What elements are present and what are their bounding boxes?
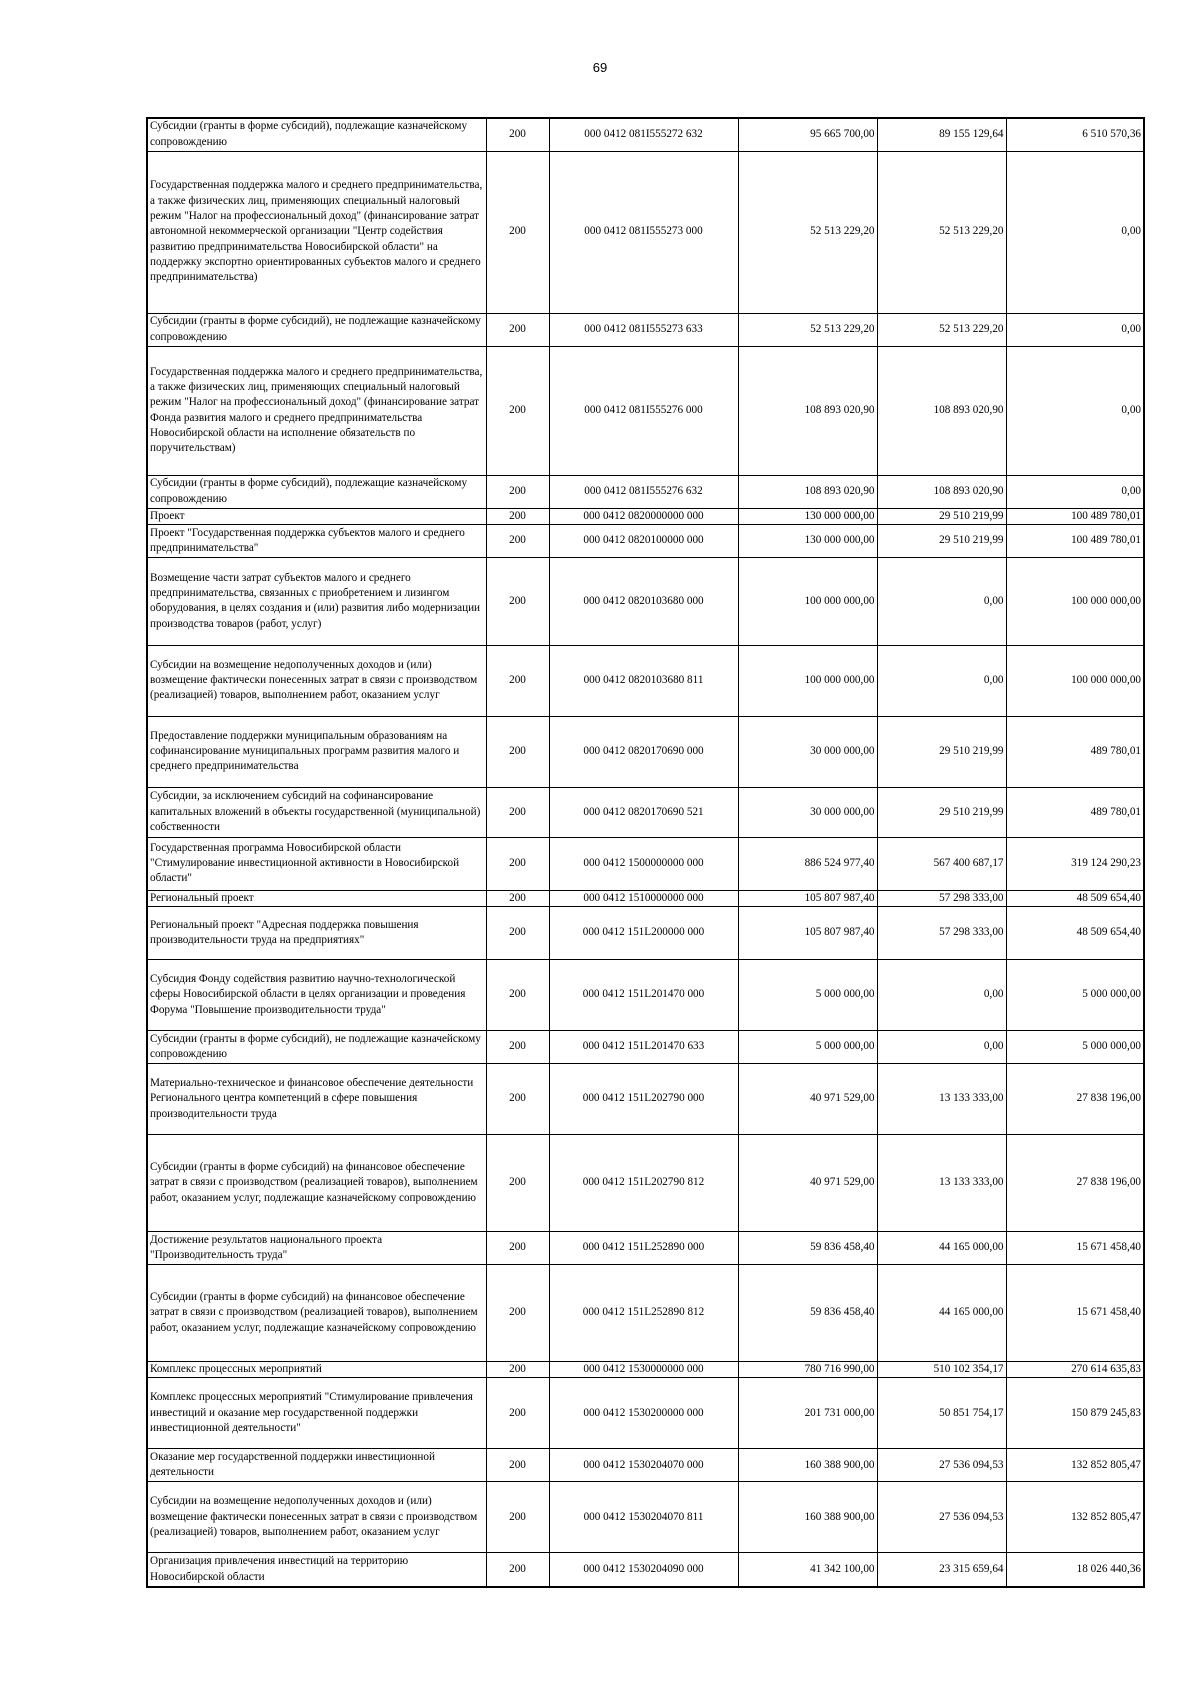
row-unexecuted-amount: 0,00 [1006,151,1144,313]
row-classification-code: 000 0412 081I555272 632 [549,118,738,151]
row-unexecuted-amount: 100 489 780,01 [1006,524,1144,557]
row-executed-amount: 50 851 754,17 [877,1378,1006,1449]
row-unexecuted-amount: 132 852 805,47 [1006,1449,1144,1482]
row-name: Региональный проект "Адресная поддержка повышения производительности труда на предприятиях" [147,907,486,960]
row-code: 200 [486,557,549,645]
row-approved-amount: 100 000 000,00 [738,557,877,645]
row-unexecuted-amount: 0,00 [1006,475,1144,508]
row-code: 200 [486,475,549,508]
row-approved-amount: 59 836 458,40 [738,1265,877,1362]
row-classification-code: 000 0412 1530000000 000 [549,1362,738,1378]
row-classification-code: 000 0412 1500000000 000 [549,837,738,890]
row-executed-amount: 57 298 333,00 [877,907,1006,960]
row-name: Организация привлечения инвестиций на территорию Новосибирской области [147,1553,486,1587]
row-approved-amount: 160 388 900,00 [738,1482,877,1553]
table-row [147,787,1144,837]
row-classification-code: 000 0412 1530204090 000 [549,1553,738,1587]
row-unexecuted-amount: 100 489 780,01 [1006,508,1144,524]
row-executed-amount: 27 536 094,53 [877,1449,1006,1482]
row-classification-code: 000 0412 081I555276 632 [549,475,738,508]
row-approved-amount: 105 807 987,40 [738,907,877,960]
row-approved-amount: 95 665 700,00 [738,118,877,151]
row-approved-amount: 108 893 020,90 [738,346,877,475]
row-approved-amount: 886 524 977,40 [738,837,877,890]
row-classification-code: 000 0412 0820103680 811 [549,645,738,716]
row-executed-amount: 0,00 [877,1031,1006,1064]
row-unexecuted-amount: 132 852 805,47 [1006,1482,1144,1553]
row-executed-amount: 108 893 020,90 [877,346,1006,475]
table-row [147,1031,1144,1064]
row-code: 200 [486,890,549,906]
row-name: Государственная поддержка малого и среднего предпринимательства, а также физических лиц, применяющих специальный налоговый режим "Налог на профессиональный доход" (финансирование затрат автономной некоммерческой организации "Центр содействия развитию предпринимательства Новосибирской области" на поддержку экспортно ориентированных субъектов малого и среднего предпринимательства) [147,151,486,313]
table-row [147,475,1144,508]
row-name: Оказание мер государственной поддержки инвестиционной деятельности [147,1449,486,1482]
table-row [147,960,1144,1031]
row-name: Проект [147,508,486,524]
row-executed-amount: 13 133 333,00 [877,1135,1006,1232]
row-approved-amount: 160 388 900,00 [738,1449,877,1482]
row-approved-amount: 201 731 000,00 [738,1378,877,1449]
row-approved-amount: 41 342 100,00 [738,1553,877,1587]
row-code: 200 [486,645,549,716]
row-executed-amount: 23 315 659,64 [877,1553,1006,1587]
row-executed-amount: 29 510 219,99 [877,524,1006,557]
table-row [147,1064,1144,1135]
row-code: 200 [486,1232,549,1265]
row-code: 200 [486,1449,549,1482]
table-row [147,118,1144,151]
table-row [147,716,1144,787]
row-classification-code: 000 0412 151L202790 812 [549,1135,738,1232]
row-unexecuted-amount: 5 000 000,00 [1006,960,1144,1031]
row-code: 200 [486,716,549,787]
table-row [147,508,1144,524]
row-name: Региональный проект [147,890,486,906]
table-row [147,313,1144,346]
row-code: 200 [486,960,549,1031]
row-classification-code: 000 0412 0820100000 000 [549,524,738,557]
row-name: Субсидия Фонду содействия развитию научно-технологической сферы Новосибирской области в целях организации и проведения Форума "Повышение производительности труда" [147,960,486,1031]
table-row [147,1362,1144,1378]
row-classification-code: 000 0412 0820000000 000 [549,508,738,524]
row-classification-code: 000 0412 081I555273 633 [549,313,738,346]
row-executed-amount: 13 133 333,00 [877,1064,1006,1135]
row-classification-code: 000 0412 151L252890 000 [549,1232,738,1265]
row-approved-amount: 5 000 000,00 [738,1031,877,1064]
row-executed-amount: 89 155 129,64 [877,118,1006,151]
row-unexecuted-amount: 15 671 458,40 [1006,1265,1144,1362]
row-classification-code: 000 0412 081I555276 000 [549,346,738,475]
row-executed-amount: 29 510 219,99 [877,787,1006,837]
row-unexecuted-amount: 0,00 [1006,313,1144,346]
row-classification-code: 000 0412 1530204070 811 [549,1482,738,1553]
row-name: Субсидии (гранты в форме субсидий) на финансовое обеспечение затрат в связи с производством (реализацией товаров), выполнением работ, оказанием услуг, подлежащие казначейскому сопровождению [147,1135,486,1232]
row-unexecuted-amount: 6 510 570,36 [1006,118,1144,151]
row-code: 200 [486,1031,549,1064]
row-classification-code: 000 0412 1510000000 000 [549,890,738,906]
row-name: Государственная программа Новосибирской области "Стимулирование инвестиционной активности в Новосибирской области" [147,837,486,890]
row-classification-code: 000 0412 151L201470 000 [549,960,738,1031]
row-name: Субсидии (гранты в форме субсидий), подлежащие казначейскому сопровождению [147,475,486,508]
row-executed-amount: 0,00 [877,557,1006,645]
table-row [147,524,1144,557]
row-name: Субсидии на возмещение недополученных доходов и (или) возмещение фактически понесенных затрат в связи с производством (реализацией) товаров, выполнением работ, оказанием услуг [147,1482,486,1553]
table-row [147,1378,1144,1449]
row-unexecuted-amount: 15 671 458,40 [1006,1232,1144,1265]
row-unexecuted-amount: 5 000 000,00 [1006,1031,1144,1064]
table-row [147,907,1144,960]
row-classification-code: 000 0412 081I555273 000 [549,151,738,313]
row-unexecuted-amount: 150 879 245,83 [1006,1378,1144,1449]
row-classification-code: 000 0412 151L202790 000 [549,1064,738,1135]
row-approved-amount: 780 716 990,00 [738,1362,877,1378]
row-executed-amount: 44 165 000,00 [877,1232,1006,1265]
row-executed-amount: 52 513 229,20 [877,313,1006,346]
row-unexecuted-amount: 489 780,01 [1006,716,1144,787]
row-name: Возмещение части затрат субъектов малого и среднего предпринимательства, связанных с приобретением и лизингом оборудования, в целях создания и (или) развития либо модернизации производства товаров (работ, услуг) [147,557,486,645]
row-approved-amount: 130 000 000,00 [738,524,877,557]
row-executed-amount: 510 102 354,17 [877,1362,1006,1378]
page-number: 69 [592,60,608,75]
row-name: Субсидии (гранты в форме субсидий), не подлежащие казначейскому сопровождению [147,313,486,346]
row-code: 200 [486,151,549,313]
row-executed-amount: 0,00 [877,645,1006,716]
row-approved-amount: 40 971 529,00 [738,1135,877,1232]
table-row [147,1553,1144,1587]
table-row [147,151,1144,313]
table-row [147,645,1144,716]
table-row [147,1449,1144,1482]
row-executed-amount: 108 893 020,90 [877,475,1006,508]
row-unexecuted-amount: 0,00 [1006,346,1144,475]
row-code: 200 [486,907,549,960]
row-unexecuted-amount: 48 509 654,40 [1006,890,1144,906]
row-approved-amount: 52 513 229,20 [738,151,877,313]
row-code: 200 [486,1482,549,1553]
row-name: Предоставление поддержки муниципальным образованиям на софинансирование муниципальных программ развития малого и среднего предпринимательства [147,716,486,787]
row-code: 200 [486,1553,549,1587]
row-unexecuted-amount: 48 509 654,40 [1006,907,1144,960]
row-code: 200 [486,1135,549,1232]
row-code: 200 [486,787,549,837]
row-unexecuted-amount: 18 026 440,36 [1006,1553,1144,1587]
table-row [147,837,1144,890]
row-classification-code: 000 0412 151L252890 812 [549,1265,738,1362]
row-executed-amount: 27 536 094,53 [877,1482,1006,1553]
row-name: Субсидии на возмещение недополученных доходов и (или) возмещение фактически понесенных затрат в связи с производством (реализацией) товаров, выполнением работ, оказанием услуг [147,645,486,716]
row-code: 200 [486,1064,549,1135]
row-name: Достижение результатов национального проекта "Производительность труда" [147,1232,486,1265]
row-approved-amount: 30 000 000,00 [738,787,877,837]
row-name: Субсидии (гранты в форме субсидий), подлежащие казначейскому сопровождению [147,118,486,151]
row-code: 200 [486,1265,549,1362]
row-name: Проект "Государственная поддержка субъектов малого и среднего предпринимательства" [147,524,486,557]
row-approved-amount: 40 971 529,00 [738,1064,877,1135]
table-row [147,1265,1144,1362]
row-classification-code: 000 0412 0820170690 000 [549,716,738,787]
row-code: 200 [486,1362,549,1378]
row-classification-code: 000 0412 1530200000 000 [549,1378,738,1449]
row-executed-amount: 567 400 687,17 [877,837,1006,890]
row-approved-amount: 5 000 000,00 [738,960,877,1031]
row-code: 200 [486,508,549,524]
row-classification-code: 000 0412 0820103680 000 [549,557,738,645]
row-executed-amount: 0,00 [877,960,1006,1031]
row-approved-amount: 100 000 000,00 [738,645,877,716]
row-classification-code: 000 0412 151L200000 000 [549,907,738,960]
row-code: 200 [486,346,549,475]
row-executed-amount: 52 513 229,20 [877,151,1006,313]
row-unexecuted-amount: 100 000 000,00 [1006,557,1144,645]
row-approved-amount: 130 000 000,00 [738,508,877,524]
row-unexecuted-amount: 27 838 196,00 [1006,1135,1144,1232]
row-approved-amount: 52 513 229,20 [738,313,877,346]
row-unexecuted-amount: 100 000 000,00 [1006,645,1144,716]
table-row [147,890,1144,906]
table-row [147,346,1144,475]
row-code: 200 [486,837,549,890]
row-classification-code: 000 0412 1530204070 000 [549,1449,738,1482]
row-code: 200 [486,118,549,151]
row-name: Субсидии (гранты в форме субсидий) на финансовое обеспечение затрат в связи с производством (реализацией товаров), выполнением работ, оказанием услуг, подлежащие казначейскому сопровождению [147,1265,486,1362]
row-approved-amount: 30 000 000,00 [738,716,877,787]
row-name: Субсидии (гранты в форме субсидий), не подлежащие казначейскому сопровождению [147,1031,486,1064]
row-unexecuted-amount: 270 614 635,83 [1006,1362,1144,1378]
row-approved-amount: 108 893 020,90 [738,475,877,508]
table-row [147,557,1144,645]
row-code: 200 [486,313,549,346]
row-name: Материально-техническое и финансовое обеспечение деятельности Регионального центра компетенций в сфере повышения производительности труда [147,1064,486,1135]
row-executed-amount: 57 298 333,00 [877,890,1006,906]
row-approved-amount: 59 836 458,40 [738,1232,877,1265]
row-code: 200 [486,1378,549,1449]
table-row [147,1482,1144,1553]
budget-execution-table [146,117,1145,1588]
row-executed-amount: 29 510 219,99 [877,508,1006,524]
row-executed-amount: 44 165 000,00 [877,1265,1006,1362]
row-name: Субсидии, за исключением субсидий на софинансирование капитальных вложений в объекты государственной (муниципальной) собственности [147,787,486,837]
row-code: 200 [486,524,549,557]
row-name: Государственная поддержка малого и среднего предпринимательства, а также физических лиц, применяющих специальный налоговый режим "Налог на профессиональный доход" (финансирование затрат Фонда развития малого и среднего предпринимательства Новосибирской области на исполнение обязательств по поручительствам) [147,346,486,475]
row-unexecuted-amount: 489 780,01 [1006,787,1144,837]
row-executed-amount: 29 510 219,99 [877,716,1006,787]
row-approved-amount: 105 807 987,40 [738,890,877,906]
table-row [147,1232,1144,1265]
row-name: Комплекс процессных мероприятий [147,1362,486,1378]
table-row [147,1135,1144,1232]
row-name: Комплекс процессных мероприятий "Стимулирование привлечения инвестиций и оказание мер государственной поддержки инвестиционной деятельности" [147,1378,486,1449]
row-classification-code: 000 0412 151L201470 633 [549,1031,738,1064]
row-unexecuted-amount: 27 838 196,00 [1006,1064,1144,1135]
row-unexecuted-amount: 319 124 290,23 [1006,837,1144,890]
row-classification-code: 000 0412 0820170690 521 [549,787,738,837]
